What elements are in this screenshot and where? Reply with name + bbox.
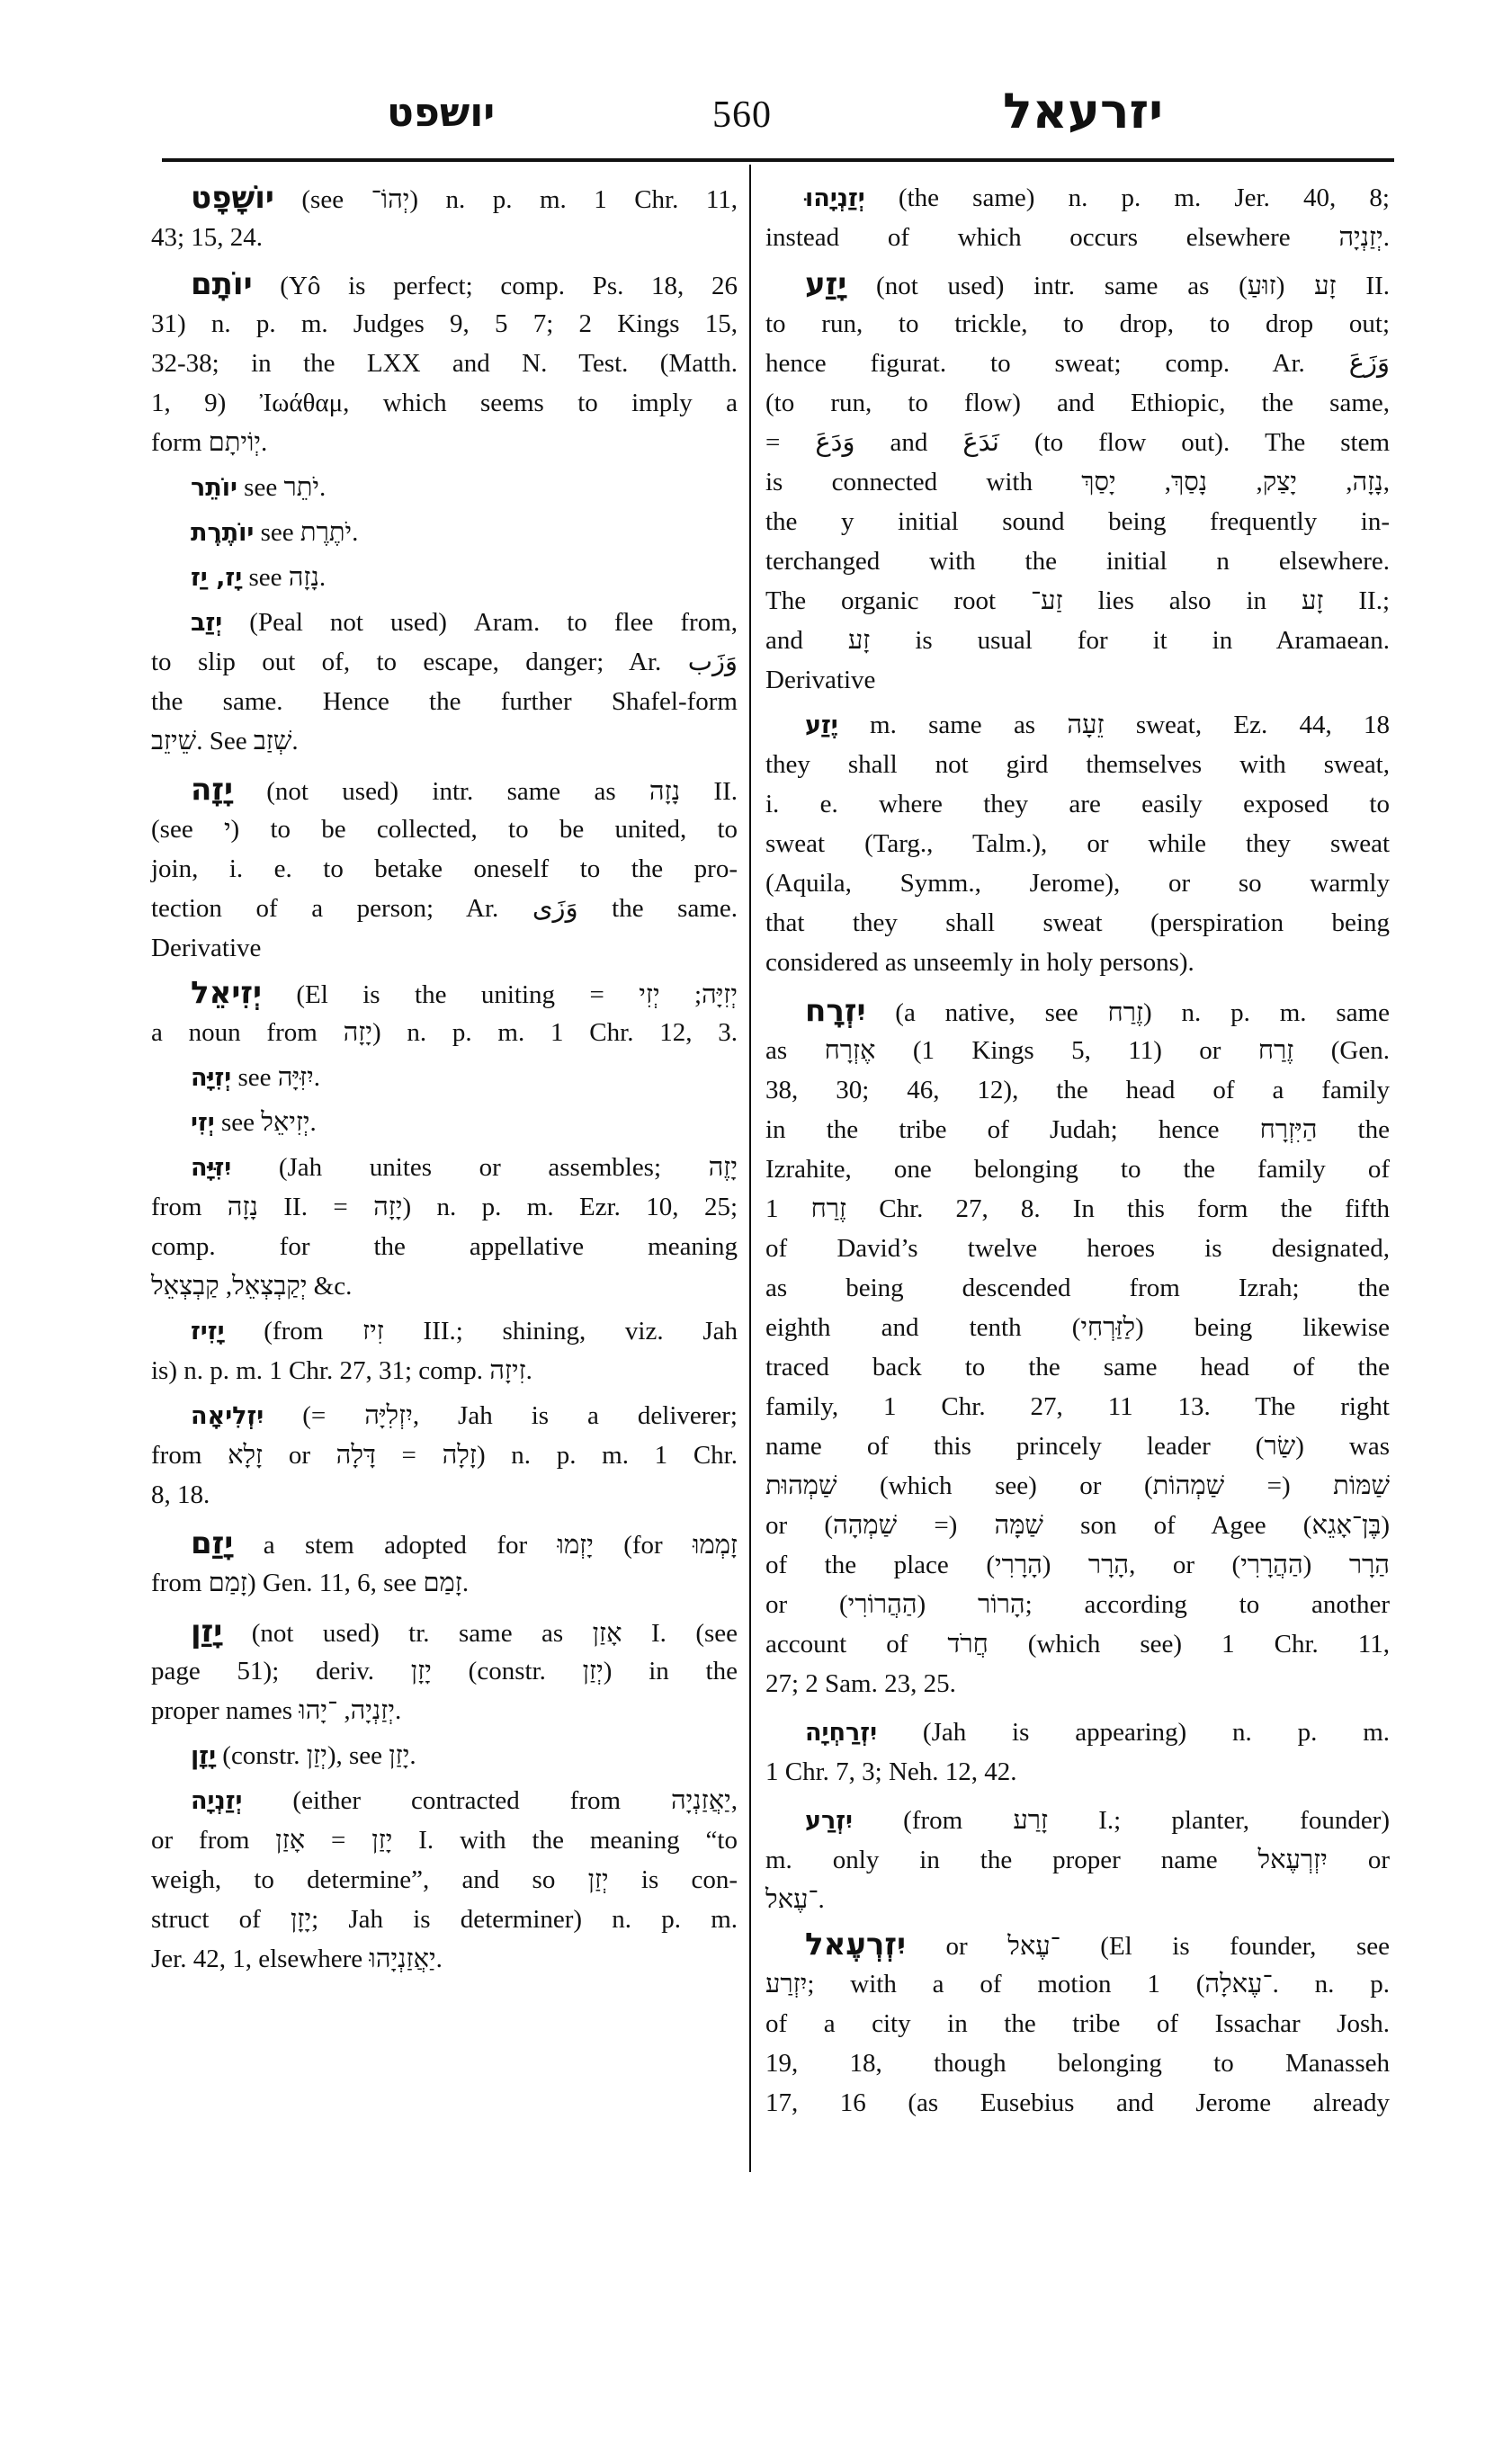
text-line bbox=[151, 1475, 738, 1515]
line-text: Derivative bbox=[151, 934, 262, 962]
text-line bbox=[151, 1939, 738, 1979]
entry-headword: יִזְרָח bbox=[805, 993, 866, 1029]
text-line bbox=[765, 745, 1390, 784]
line-text: יִזְרַע; with a of motion ־עֶאלָה) 1. n. p. bbox=[765, 1970, 1390, 1998]
entry-headword: יָזָן bbox=[191, 1742, 217, 1770]
line-text: (not used) tr. same as אָזַן I. (see bbox=[222, 1619, 738, 1648]
line-text: a stem adopted for יָזְמוּ (for זָמְמוּ bbox=[233, 1531, 738, 1560]
line-text: 32-38; in the LXX and N. Test. (Matth. bbox=[151, 349, 738, 378]
line-text: to slip out of, to escape, danger; Ar. وَزَب bbox=[151, 648, 738, 676]
entry-line bbox=[765, 705, 1390, 745]
text-line bbox=[765, 621, 1390, 660]
entry-headword: יָזִיז bbox=[191, 1318, 225, 1346]
text-line bbox=[151, 1860, 738, 1900]
line-text: of David’s twelve heroes is designated, bbox=[765, 1234, 1390, 1263]
text-line bbox=[151, 218, 738, 257]
line-text: from נָזָה II. = יָזָה) n. p. m. Ezr. 10, 25; bbox=[151, 1193, 738, 1221]
entry-line bbox=[765, 1925, 1390, 1964]
line-text: weigh, to determine”, and so יְזַן is con- bbox=[151, 1865, 738, 1894]
line-text: terchanged with the initial n elsewhere. bbox=[765, 547, 1390, 576]
entry-line bbox=[151, 513, 738, 552]
entry-headword: יֶזַע bbox=[805, 711, 838, 739]
header-rule bbox=[162, 158, 1394, 162]
entry-headword: יְזִיָּה bbox=[191, 1064, 232, 1092]
text-line bbox=[151, 721, 738, 761]
entry-line bbox=[151, 770, 738, 809]
text-line bbox=[765, 1840, 1390, 1880]
line-text: (Yô is perfect; comp. Ps. 18, 26 bbox=[252, 272, 738, 300]
line-text: (Jah is appearing) n. p. m. bbox=[877, 1718, 1390, 1747]
text-line bbox=[151, 344, 738, 383]
line-text: Jer. 42, 1, elsewhere יַאֲזַנְיָהוּ. bbox=[151, 1945, 443, 1973]
text-line bbox=[151, 1691, 738, 1730]
line-text: 38, 30; 46, 12), the head of a family bbox=[765, 1076, 1390, 1104]
text-line bbox=[151, 304, 738, 344]
line-text: a noun from יָזָה) n. p. m. 1 Chr. 12, 3. bbox=[151, 1018, 738, 1047]
text-line bbox=[765, 383, 1390, 423]
entry-headword: יְזִיאֵל bbox=[191, 975, 262, 1011]
line-text: (from זָרַע I.; planter, founder) bbox=[853, 1806, 1390, 1835]
line-text: Derivative bbox=[765, 666, 876, 694]
entry-line bbox=[151, 264, 738, 304]
line-text: in the tribe of Judah; hence הַיִּזְרָח the bbox=[765, 1115, 1390, 1144]
line-text: יְקַבְצְאֵל, קַבְצְאֵל &c. bbox=[151, 1272, 353, 1301]
line-text: (to run, to flow) and Ethiopic, the same, bbox=[765, 389, 1390, 417]
line-text: as אֶזְרָח (1 Kings 5, 11) or זֶרַח (Gen. bbox=[765, 1036, 1390, 1065]
line-text: זֶרַח 1 Chr. 27, 8. In this form the fifth bbox=[765, 1194, 1391, 1223]
entry-line bbox=[151, 468, 738, 507]
text-line bbox=[151, 1266, 738, 1306]
line-text: or ־עֶאל (El is founder, see bbox=[906, 1932, 1390, 1961]
entry-headword: יָזַן bbox=[191, 1614, 223, 1650]
text-line bbox=[765, 1545, 1390, 1585]
text-line bbox=[765, 824, 1390, 863]
line-text: = وَدَعَ and نَدَعَ (to flow out). The stem bbox=[765, 428, 1391, 457]
entry-headword: יָזַם bbox=[191, 1525, 234, 1561]
text-line bbox=[765, 344, 1390, 383]
text-line bbox=[765, 1268, 1390, 1308]
text-line bbox=[765, 1752, 1390, 1792]
line-text: the same. Hence the further Shafel-form bbox=[151, 687, 738, 716]
line-text: considered as unseemly in holy persons). bbox=[765, 948, 1194, 977]
line-text: family, 1 Chr. 27, 11 13. The right bbox=[765, 1392, 1390, 1421]
line-text: 1, 9) Ἰωάθαμ, which seems to imply a bbox=[151, 389, 738, 417]
text-line bbox=[765, 1880, 1390, 1919]
entry-headword: יְזַב bbox=[191, 609, 223, 637]
entry-line bbox=[151, 558, 738, 597]
line-text: eighth and tenth (לַזַּרְחִי) being likewise bbox=[765, 1313, 1390, 1342]
entry-line bbox=[151, 1311, 738, 1351]
entry-line bbox=[151, 1612, 738, 1651]
entry-headword: יָזָה bbox=[191, 772, 233, 808]
text-line bbox=[765, 1308, 1390, 1347]
line-text: m. same as זֵעָה sweat, Ez. 44, 18 bbox=[837, 711, 1390, 739]
line-text: tection of a person; Ar. وَزَى the same. bbox=[151, 894, 738, 923]
text-line bbox=[765, 541, 1390, 581]
line-text: (either contracted from יַאֲזַנְיָה, bbox=[242, 1786, 738, 1815]
entry-line bbox=[151, 1781, 738, 1820]
line-text: they shall not gird themselves with sweat, bbox=[765, 750, 1390, 779]
entry-line bbox=[151, 1396, 738, 1435]
text-line bbox=[151, 383, 738, 423]
entry-headword: יְזַנְיָהוּ bbox=[805, 184, 865, 212]
line-text: proper names יְזַנְיָה, ־יָהוּ. bbox=[151, 1696, 402, 1725]
text-line bbox=[765, 2043, 1390, 2083]
entry-headword: יוֹתֶרֶת bbox=[191, 519, 255, 547]
line-text: or שַׁמָּה (= שַׁמְהָה) son of Agee (בֶּן־אָגֵא) bbox=[765, 1511, 1390, 1540]
text-line bbox=[765, 903, 1390, 943]
text-line bbox=[151, 889, 738, 928]
text-line bbox=[765, 423, 1390, 462]
text-line bbox=[765, 660, 1390, 700]
text-line bbox=[151, 1351, 738, 1390]
entry-headword: יְזִי bbox=[191, 1109, 215, 1137]
line-text: The organic root זַע־ lies also in זָע II.; bbox=[765, 586, 1391, 615]
line-text: (constr. יְזַן), see יָזַן. bbox=[216, 1741, 416, 1770]
line-text: join, i. e. to betake oneself to the pro- bbox=[151, 854, 738, 883]
entry-line bbox=[151, 1058, 738, 1097]
line-text: the y initial sound being frequently in- bbox=[765, 507, 1390, 536]
line-text: traced back to the same head of the bbox=[765, 1353, 1390, 1381]
line-text: or from יָזַן = אָזַן I. with the meaning “to bbox=[151, 1826, 738, 1855]
text-line bbox=[151, 423, 738, 462]
line-text: from זָלָא or זָלָה = דָּלָה) n. p. m. 1 Chr. bbox=[151, 1441, 738, 1470]
text-line bbox=[765, 502, 1390, 541]
entry-line bbox=[765, 991, 1390, 1031]
line-text: as being descended from Izrah; the bbox=[765, 1274, 1390, 1302]
text-line bbox=[151, 1651, 738, 1691]
line-text: comp. for the appellative meaning bbox=[151, 1232, 738, 1261]
entry-line bbox=[151, 178, 738, 218]
line-text: 19, 18, though belonging to Manasseh bbox=[765, 2049, 1390, 2078]
line-text: Izrahite, one belonging to the family of bbox=[765, 1155, 1390, 1184]
entry-line bbox=[765, 1712, 1390, 1752]
line-text: (see יְהוֹ־) n. p. m. 1 Chr. 11, bbox=[273, 185, 738, 214]
line-text: (Peal not used) Aram. to flee from, bbox=[222, 608, 738, 637]
line-text: or הָרוֹר (הַהֲרוֹרִי); according to another bbox=[765, 1590, 1390, 1619]
line-text: account of חֲרֹד (which see) 1 Chr. 11, bbox=[765, 1630, 1390, 1659]
line-text: 31) n. p. m. Judges 9, 5 7; 2 Kings 15, bbox=[151, 309, 738, 338]
text-line bbox=[765, 943, 1390, 982]
entry-line bbox=[151, 1148, 738, 1187]
text-line bbox=[765, 1031, 1390, 1070]
line-text: (Jah unites or assembles; יָזֶה bbox=[231, 1153, 738, 1182]
text-line bbox=[765, 1624, 1390, 1664]
text-line bbox=[151, 849, 738, 889]
line-text: from זָמַם) Gen. 11, 6, see זָמַם. bbox=[151, 1569, 470, 1597]
entry-headword: יִזְרַחְיָה bbox=[805, 1719, 878, 1747]
line-text: to run, to trickle, to drop, to drop out; bbox=[765, 309, 1390, 338]
line-text: that they shall sweat (perspiration being bbox=[765, 908, 1390, 937]
text-line bbox=[765, 1664, 1390, 1703]
page-header bbox=[162, 83, 1394, 153]
text-line bbox=[151, 682, 738, 721]
text-line bbox=[151, 809, 738, 849]
line-text: is connected with נָזָה, יָצַק, נָסַךְ, יָסַךְ, bbox=[765, 468, 1390, 496]
line-text: (not used) intr. same as זָע (זוּעַ) II. bbox=[846, 272, 1390, 300]
entry-line bbox=[151, 1736, 738, 1775]
column-divider bbox=[749, 165, 751, 2172]
entry-headword: יִזְרְעֶאל bbox=[805, 1927, 907, 1963]
line-text: see יְזִיאֵל. bbox=[214, 1108, 317, 1137]
line-text: see יֹתֶרֶת. bbox=[254, 518, 359, 547]
entry-line bbox=[151, 973, 738, 1013]
page-number: 560 bbox=[712, 94, 772, 136]
text-line bbox=[765, 1110, 1390, 1149]
line-text: (from זִיז III.; shining, viz. Jah bbox=[224, 1317, 738, 1346]
line-text: page 51); deriv. יָזָן (constr. יְזַן) in the bbox=[151, 1657, 738, 1685]
line-text: (see י) to be collected, to be united, to bbox=[151, 815, 738, 844]
line-text: 43; 15, 24. bbox=[151, 223, 264, 252]
line-text: is) n. p. m. 1 Chr. 27, 31; comp. זִיזָה. bbox=[151, 1356, 532, 1385]
entry-line bbox=[765, 1801, 1390, 1840]
text-line bbox=[765, 1387, 1390, 1426]
text-line bbox=[765, 462, 1390, 502]
text-line bbox=[151, 1563, 738, 1603]
text-line bbox=[765, 1466, 1390, 1506]
text-line bbox=[765, 218, 1390, 257]
line-text: see יֹתֵר. bbox=[237, 473, 327, 502]
line-text: see יִזִּיָּה. bbox=[231, 1063, 321, 1092]
line-text: (El is the uniting = יְזִיָּה; יְזִי bbox=[261, 980, 738, 1009]
text-line bbox=[765, 1189, 1390, 1229]
text-line bbox=[765, 1585, 1390, 1624]
text-line bbox=[765, 2004, 1390, 2043]
text-line bbox=[765, 2083, 1390, 2123]
header-right-headword: יזרעאל bbox=[1003, 83, 1163, 139]
text-line bbox=[151, 1227, 738, 1266]
entry-headword: יוֹתֵר bbox=[191, 474, 237, 502]
entry-headword: יְזַנְיָה bbox=[191, 1787, 243, 1815]
text-line bbox=[151, 642, 738, 682]
text-line bbox=[151, 1187, 738, 1227]
line-text: (a native, see זֶרַח) n. p. m. same bbox=[865, 998, 1390, 1027]
entry-headword: יוֹשָׁפָט bbox=[191, 180, 274, 216]
entry-headword: יִזְרַע bbox=[805, 1807, 853, 1835]
text-line bbox=[765, 1347, 1390, 1387]
text-line bbox=[765, 1964, 1390, 2004]
line-text: struct of יָזָן; Jah is determiner) n. p. m. bbox=[151, 1905, 738, 1934]
line-text: שֵׁיזֵב. See שְׁזַב. bbox=[151, 727, 299, 756]
entry-headword: יָז, יַז bbox=[191, 564, 243, 592]
line-text: (Aquila, Symm., Jerome), or so warmly bbox=[765, 869, 1390, 898]
line-text: 17, 16 (as Eusebius and Jerome already bbox=[765, 2088, 1390, 2117]
text-line bbox=[151, 1435, 738, 1475]
text-line bbox=[765, 784, 1390, 824]
line-text: sweat (Targ., Talm.), or while they sweat bbox=[765, 829, 1390, 858]
line-text: (= יִזְלִיָּה, Jah is a deliverer; bbox=[264, 1401, 738, 1430]
text-line bbox=[765, 581, 1390, 621]
entry-line bbox=[151, 1524, 738, 1563]
line-text: hence figurat. to sweat; comp. Ar. وَزَعَ bbox=[765, 349, 1390, 378]
line-text: ־עֶאל. bbox=[765, 1885, 825, 1914]
entry-headword: יוֹתָם bbox=[191, 266, 253, 302]
entry-headword: יִזִּיָּה bbox=[191, 1154, 232, 1182]
text-line bbox=[765, 1426, 1390, 1466]
text-line bbox=[151, 928, 738, 968]
text-line bbox=[765, 1229, 1390, 1268]
line-text: form יְוֹיתָם. bbox=[151, 428, 268, 457]
line-text: of a city in the tribe of Issachar Josh. bbox=[765, 2009, 1390, 2038]
line-text: 27; 2 Sam. 23, 25. bbox=[765, 1669, 956, 1698]
text-line bbox=[765, 1506, 1390, 1545]
line-text: and זָע is usual for it in Aramaean. bbox=[765, 626, 1390, 655]
text-line bbox=[151, 1900, 738, 1939]
line-text: שַׁמְהוּת (which see) or שַׁמּוֹת (= שַׁמְהוֹת) bbox=[765, 1471, 1390, 1500]
line-text: 1 Chr. 7, 3; Neh. 12, 42. bbox=[765, 1757, 1017, 1786]
line-text: (the same) n. p. m. Jer. 40, 8; bbox=[864, 183, 1390, 212]
entry-line bbox=[765, 178, 1390, 218]
line-text: name of this princely leader (שַׂר) was bbox=[765, 1432, 1390, 1461]
text-line bbox=[765, 863, 1390, 903]
text-line bbox=[765, 304, 1390, 344]
line-text: see נָזָה. bbox=[242, 563, 327, 592]
entry-line bbox=[151, 1103, 738, 1142]
line-text: i. e. where they are easily exposed to bbox=[765, 790, 1390, 818]
line-text: (not used) intr. same as נָזָה II. bbox=[232, 777, 738, 806]
header-left-headword: יושפט bbox=[387, 90, 496, 136]
line-text: instead of which occurs elsewhere יְזַנְיָה. bbox=[765, 223, 1390, 252]
entry-headword: יִזְלִיאָה bbox=[191, 1402, 264, 1430]
entry-line bbox=[765, 264, 1390, 304]
line-text: of the place הָרָר (הָרָרִי), or הַרָר (הַהֲרָרִי) bbox=[765, 1551, 1390, 1579]
text-line bbox=[151, 1820, 738, 1860]
text-line bbox=[765, 1070, 1390, 1110]
text-line bbox=[765, 1149, 1390, 1189]
entry-line bbox=[151, 603, 738, 642]
entry-headword: יָזַע bbox=[805, 266, 847, 302]
line-text: m. only in the proper name יִזְרְעֶאל or bbox=[765, 1846, 1390, 1874]
line-text: 8, 18. bbox=[151, 1480, 210, 1509]
text-line bbox=[151, 1013, 738, 1052]
